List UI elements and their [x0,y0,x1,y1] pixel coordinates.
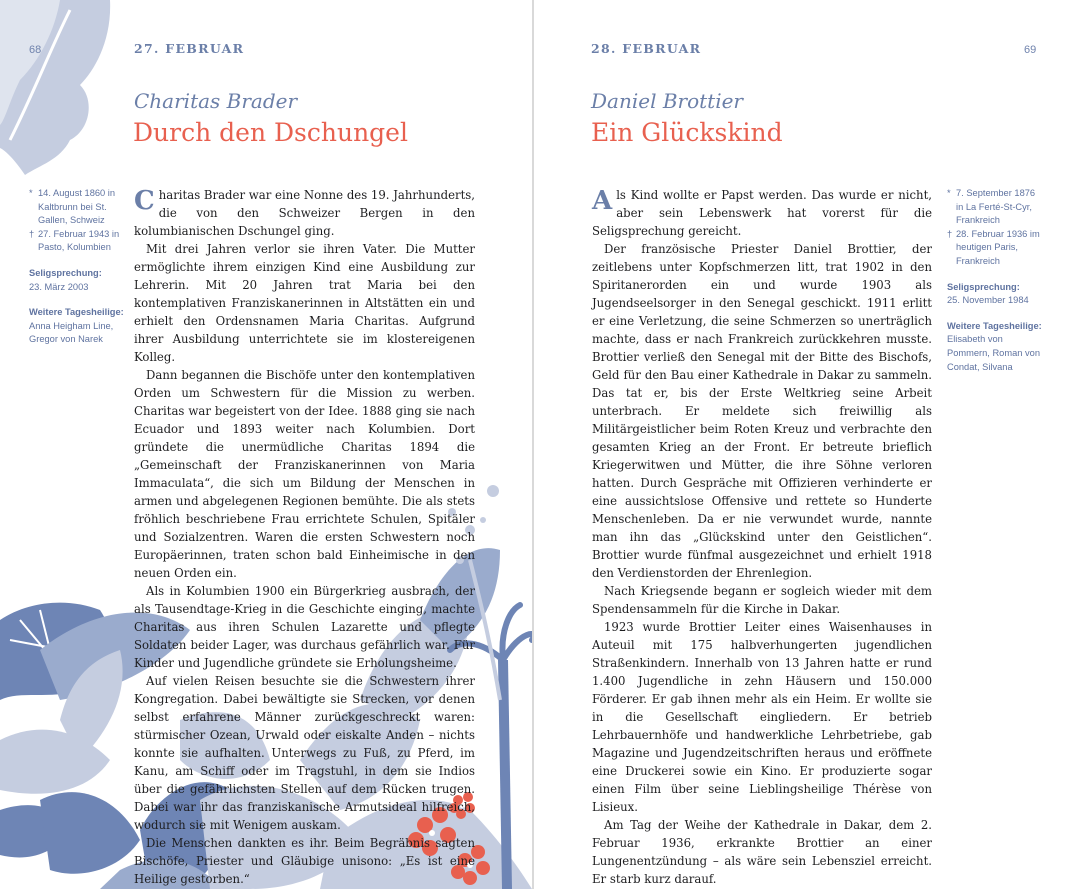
other-saints-label: Weitere Tagesheilige: [947,320,1042,331]
page-date: 27. FEBRUAR [134,41,245,56]
sidebar-facts [29,187,125,347]
paragraph: Charitas Brader war eine Nonne des 19. Jahrhunderts, die von den Schweizer Bergen in den kolumbianischen Dschungel ging. [134,186,475,238]
drop-cap: A [592,186,613,216]
article-body [134,186,475,888]
paragraph: Der französische Priester Daniel Brottier, der zeitlebens unter Kopfschmerzen litt, trat 1902 in den Spiritanerorden ein und wurde 1903 als Jugendseelsorger in den Senegal geschickt. 1911 erlitt er eine Verletzung, die seine Schmerzen so unerträglich machte, dass er nach Frankreich zurückkehren musste. Brottier verließ den Senegal mit der Bitte des Bischofs, Geld für den Bau einer Kathedrale in Dakar zu sammeln. Das tat er, bis der Erste Weltkrieg seine Arbeit unterbrach. Er meldete sich freiwillig als Militärgeistlicher beim Roten Kreuz und verbrachte den gesamten Krieg an der Front. Er betreute brieflich Kriegerwitwen und Mütter, die ihre Söhne verloren hatten. Durch Gespräche mit Offizieren verhinderte er eine aussichtslose Offensive und rettete so Hunderte Menschenleben. Da er nie verwundet wurde, nannte man ihn das „Glückskind unter den Geistlichen“. Brottier wurde fünfmal ausgezeichnet und erhielt 1918 den Verdienstorden der Ehrenlegion. [592,242,932,580]
beatification-date: 23. März 2003 [29,281,89,292]
saint-name: Charitas Brader [134,89,298,113]
right-page [534,0,1066,889]
star-icon: * [29,188,33,198]
page-title: Ein Glückskind [591,118,783,147]
beatification-label: Seligsprechung: [947,281,1020,292]
drop-cap: C [134,186,155,216]
birth-info: * 7. September 1876 in La Ferté-St-Cyr, Frankreich [947,188,1036,226]
paragraph: Mit drei Jahren verlor sie ihren Vater. Die Mutter ermöglichte ihrem einzigen Kind eine Ausbildung zur Lehrerin. Mit 20 Jahren trat Maria bei den kontemplativen Franziskanerinnen in Altstätten ein und erhielt den Ordensnamen Maria Charitas. Aufgrund ihrer Ausbildung unterrichtete sie im klostereigenen Kolleg. [134,242,475,364]
paragraph: Dann begannen die Bischöfe unter den kontemplativen Orden um Schwestern für die Mission zu werben. Charitas war begeistert von der Idee. 1888 ging sie nach Ecuador und 1893 weiter nach Kolumbien. Dort gründete die unermüdliche Charitas 1894 die „Gemeinschaft der Franziskanerinnen von Maria Immaculata“, die sich um Bildung der Menschen in armen und abgelegenen Regionen bemühte. Die als stets fröhlich beschriebene Frau errichtete Schulen, Spitäler und Sozialzentren. Waren die ersten Schwestern noch Europäerinnen, traten schon bald Einheimische in den neuen Orden ein. [134,368,475,580]
death-info: † 28. Februar 1936 im heutigen Paris, Frankreich [947,228,1040,266]
cross-icon: † [947,228,953,239]
paragraph: Die Menschen dankten es ihr. Beim Begräbnis sagten Bischöfe, Priester und Gläubige unisono: „Es ist eine Heilige gestorben.“ [134,836,475,886]
paragraph: 1923 wurde Brottier Leiter eines Waisenhauses in Auteuil mit 175 halbverhungerten jugendlichen Straßenkindern. Innerhalb von 13 Jahren hatte er rund 1.400 Jugendliche in zehn Häusern und 150.000 Förderer. Er gab ihnen mehr als ein Heim. Er wollte sie in die Gesellschaft eingliedern. Er betrieb Lehrbauernhöfe und handwerkliche Lehrbetriebe, gab Magazine und Jugendzeitschriften heraus und eröffnete eine Druckerei sowie ein Kino. Er produzierte sogar einen Film über seine Lieblingsheilige Thérèse von Lisieux. [592,620,932,814]
birth-info: * 14. August 1860 in Kaltbrunn bei St. Gallen, Schweiz [29,188,116,226]
sidebar-facts [947,187,1043,374]
beatification-label: Seligsprechung: [29,267,102,278]
star-icon: * [947,188,951,198]
page-number: 69 [1024,44,1037,56]
paragraph: Auf vielen Reisen besuchte sie die Schwestern ihrer Kongregation. Dabei bewältigte sie Strecken, vor denen selbst erfahrene Männer zurückgeschreckt waren: stürmischer Ozean, Urwald oder eiskalte Anden – nichts konnte sie aufhalten. Unterwegs zu Fuß, zu Pferd, im Kanu, am Schiff oder im Tragstuhl, in dem sie Indios über die gefährlichsten Stellen auf dem Rücken trugen. Dabei war ihr das franziskanische Armutsideal hilfreich, wodurch sie mit Wenigem auskam. [134,674,475,832]
left-page [0,0,532,889]
other-saints: Anna Heigham Line, Gregor von Narek [29,320,114,345]
other-saints: Elisabeth von Pommern, Roman von Condat, Silvana [947,334,1041,372]
paragraph: Am Tag der Weihe der Kathedrale in Dakar, dem 2. Februar 1936, erkrankte Brottier an einer Lungenentzündung – als wäre sein Lebensziel erreicht. Er starb kurz darauf. [592,818,932,886]
paragraph: Als Kind wollte er Papst werden. Das wurde er nicht, aber sein Lebenswerk hat vorerst für die Seligsprechung gereicht. [592,186,932,238]
article-body [592,186,932,888]
paragraph: Nach Kriegsende begann er sogleich wieder mit dem Spendensammeln für die Kirche in Dakar. [592,584,932,616]
page-date: 28. FEBRUAR [591,41,702,56]
death-info: † 27. Februar 1943 in Pasto, Kolumbien [29,228,120,253]
beatification-date: 25. November 1984 [947,295,1029,306]
paragraph: Als in Kolumbien 1900 ein Bürgerkrieg ausbrach, der als Tausendtage-Krieg in die Geschichte einging, machte Charitas aus ihren Schulen Lazarette und pflegte Soldaten beider Lager, was durchaus gefährlich war. Für Kinder und Jugendliche gründete sie Erholungsheime. [134,584,475,670]
other-saints-label: Weitere Tagesheilige: [29,307,124,318]
saint-name: Daniel Brottier [591,89,743,113]
cross-icon: † [29,228,35,239]
page-title: Durch den Dschungel [133,118,408,147]
page-number: 68 [29,44,42,56]
